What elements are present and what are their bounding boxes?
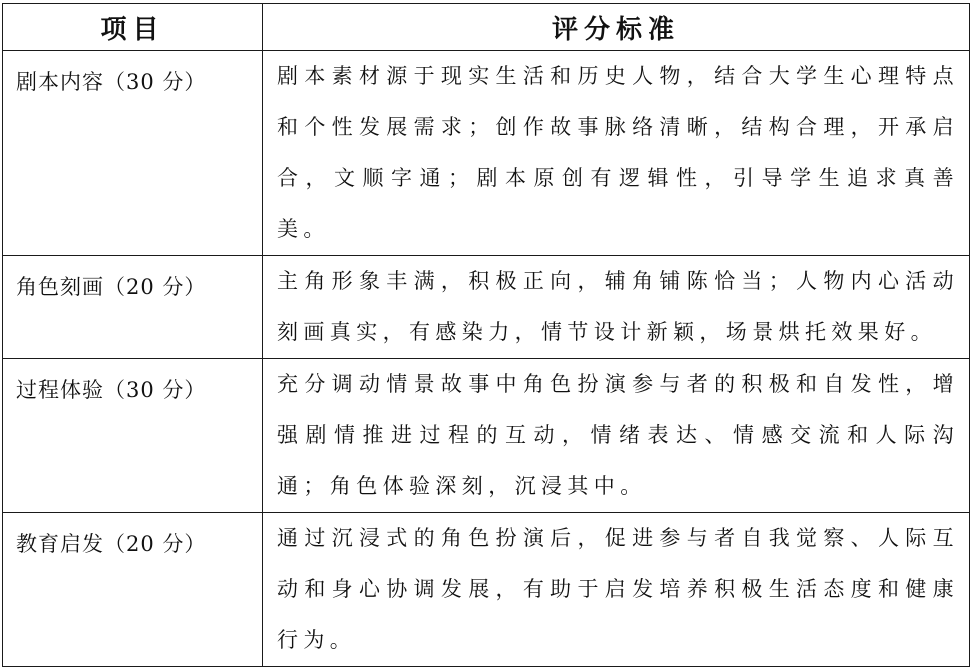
table-row xyxy=(3,256,970,359)
criteria-cell: 通过沉浸式的角色扮演后，促进参与者自我觉察、人际互动和身心协调发展，有助于启发培养积极生活态度和健康行为。 xyxy=(277,526,959,652)
table-row xyxy=(3,513,970,667)
item-cell: 过程体验（30 分） xyxy=(16,378,207,402)
item-cell: 教育启发（20 分） xyxy=(16,532,207,556)
criteria-cell: 充分调动情景故事中角色扮演参与者的积极和自发性，增强剧情推进过程的互动，情绪表达、情感交流和人际沟通；角色体验深刻，沉浸其中。 xyxy=(277,372,959,498)
criteria-cell: 剧本素材源于现实生活和历史人物，结合大学生心理特点和个性发展需求；创作故事脉络清晰，结构合理，开承启合，文顺字通；剧本原创有逻辑性，引导学生追求真善美。 xyxy=(277,64,959,241)
table-row xyxy=(3,359,970,513)
scoring-rubric-table xyxy=(2,3,970,667)
item-cell: 角色刻画（20 分） xyxy=(16,275,207,299)
table-row xyxy=(3,51,970,256)
header-item: 项目 xyxy=(3,4,263,51)
table-header-row xyxy=(3,4,970,51)
criteria-cell: 主角形象丰满，积极正向，辅角铺陈恰当；人物内心活动刻画真实，有感染力，情节设计新颖，场景烘托效果好。 xyxy=(277,269,959,344)
item-cell: 剧本内容（30 分） xyxy=(16,70,207,94)
header-criteria: 评分标准 xyxy=(263,4,970,51)
